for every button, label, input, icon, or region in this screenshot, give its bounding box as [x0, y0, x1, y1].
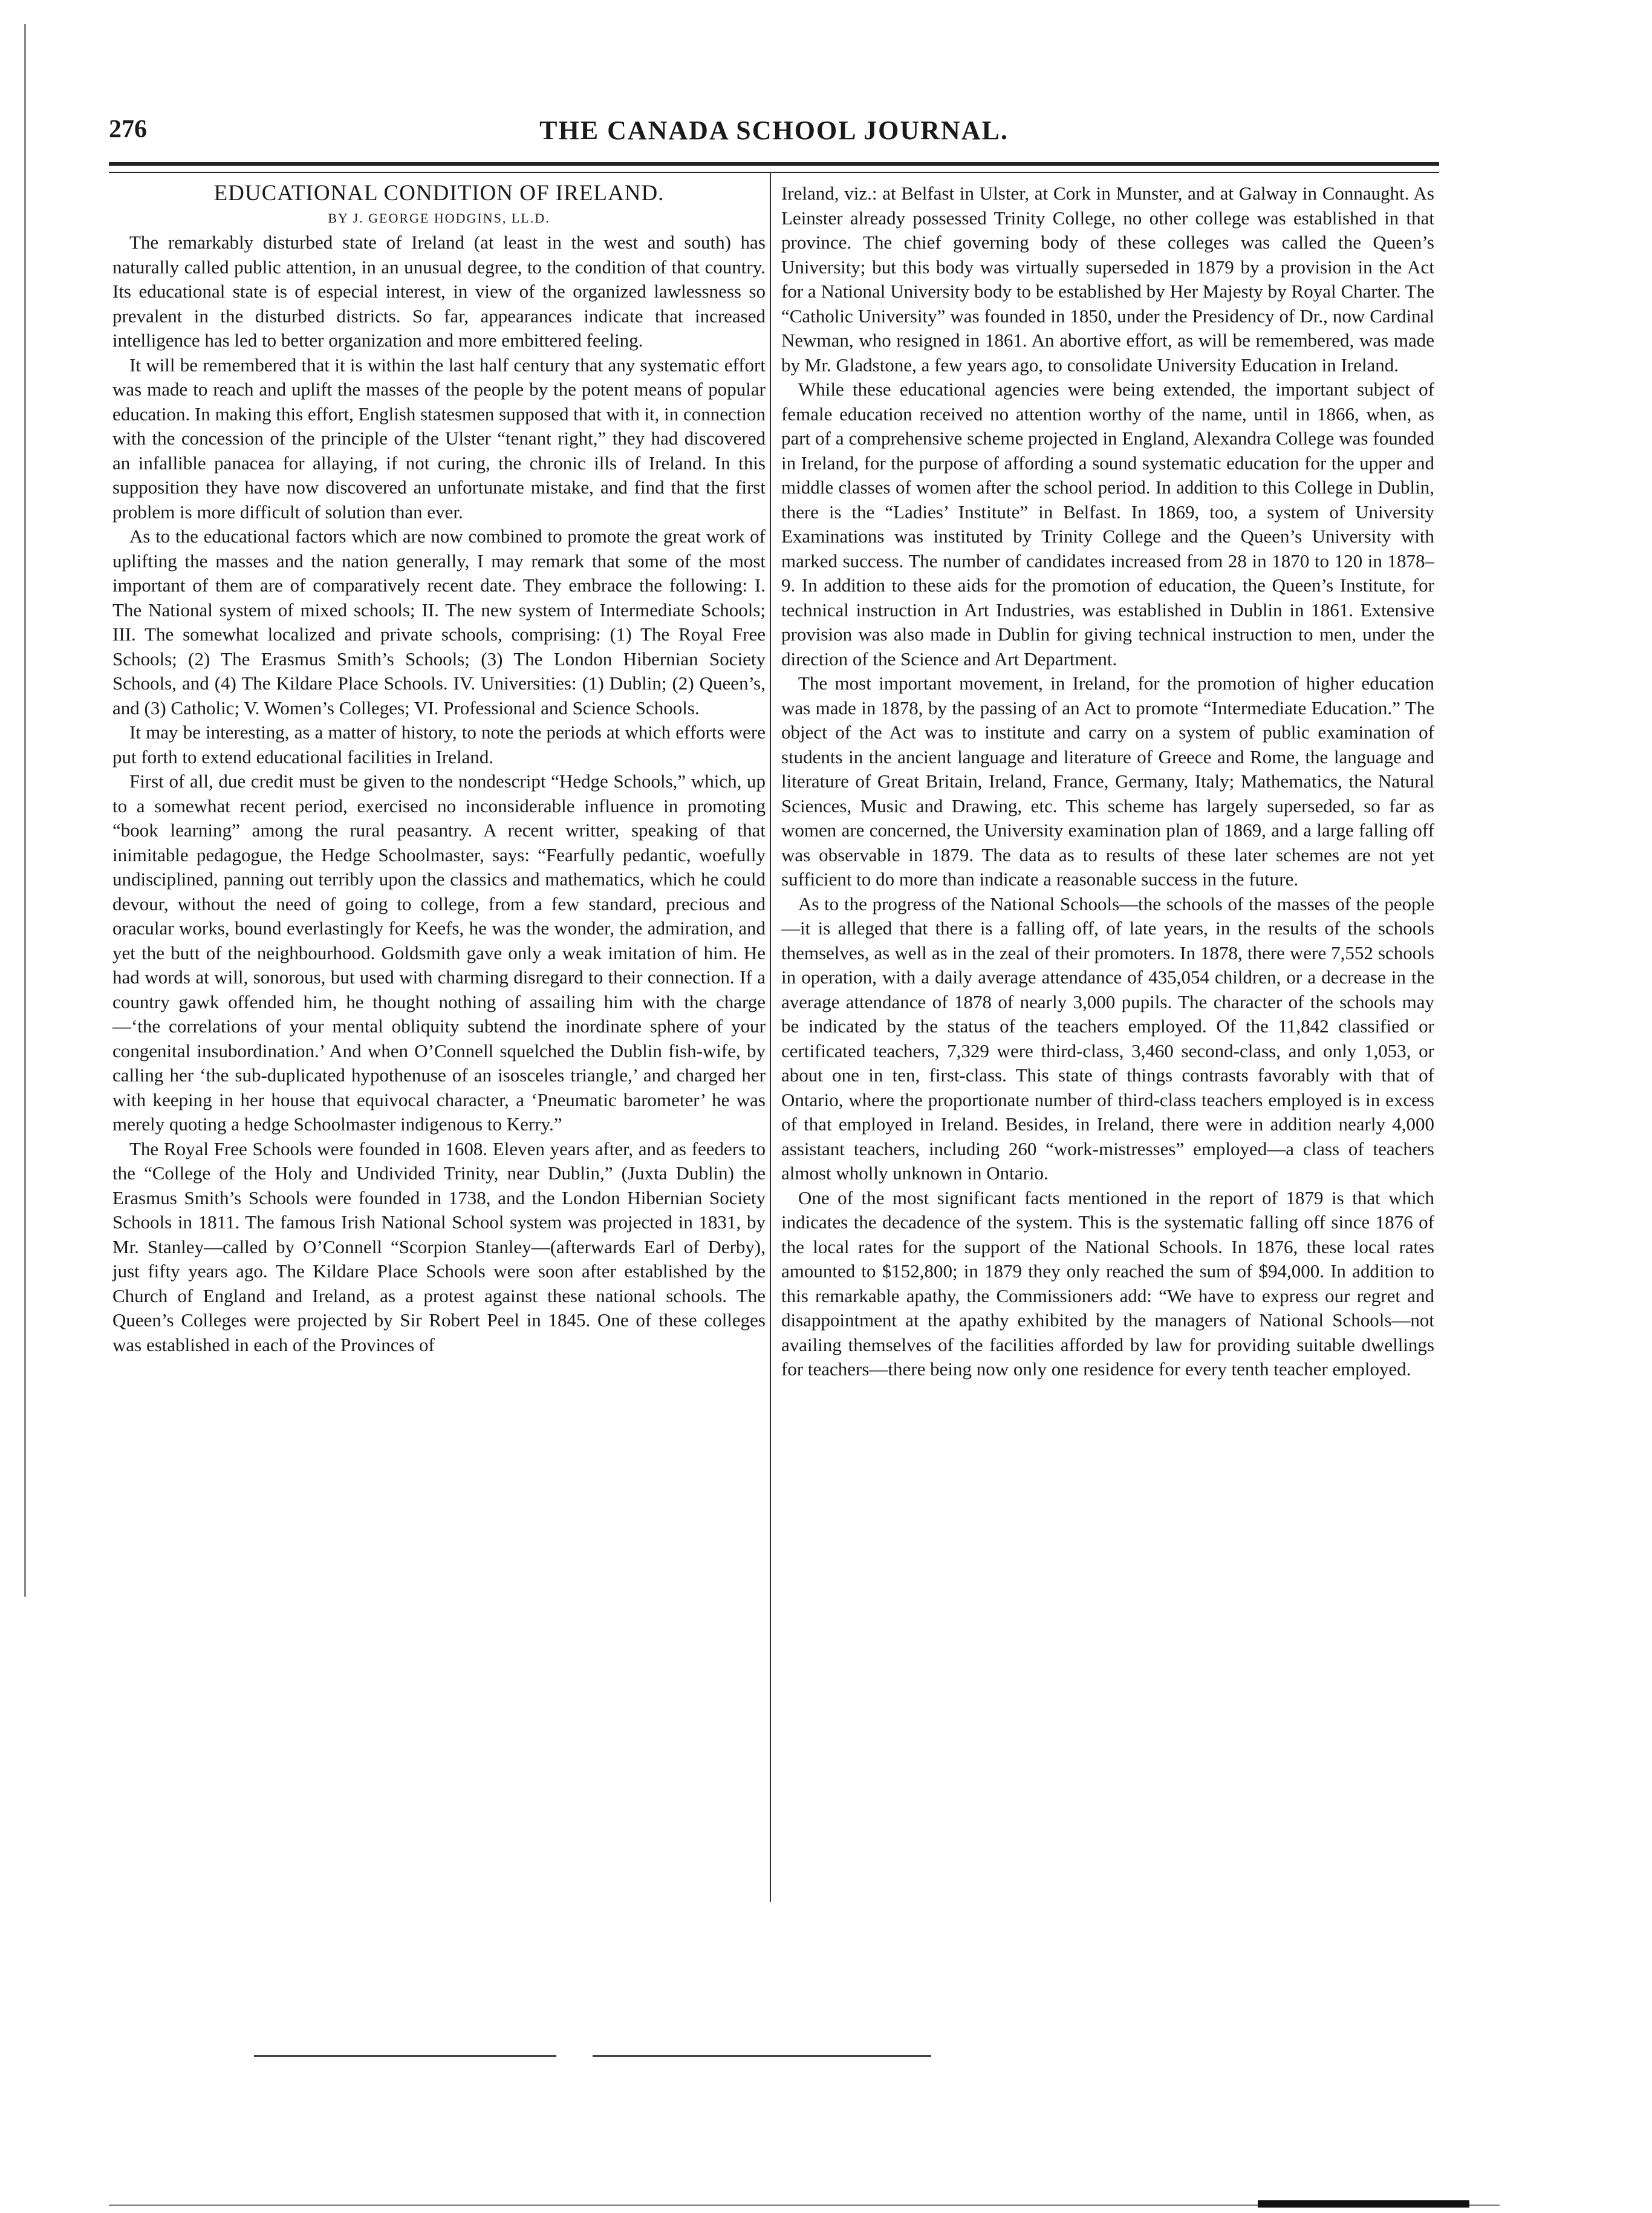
footer-rule — [593, 2055, 931, 2057]
right-column — [781, 181, 1434, 1382]
left-column — [112, 181, 766, 1357]
scan-edge-mark — [24, 24, 26, 1597]
paragraph: It will be remembered that it is within the last half century that any systematic effort was made to reach and uplift the masses of the people by the potent means of popular education. In making this effort, English statesmen supposed that with it, in connection with the concession of the principle of the Ulster “tenant right,” they had discovered an infallible panacea for allaying, if not curing, the chronic ills of Ireland. In this supposition they have now discovered an unfortunate mistake, and find that the first problem is more difficult of solution than ever. — [112, 354, 766, 523]
paragraph: Ireland, viz.: at Belfast in Ulster, at Cork in Munster, and at Galway in Connaught. As Leinster already possessed Trinity College, no other college was established in that province. The chief governing body of these colleges was called the Queen’s University; but this body was virtually superseded in 1879 by a provision in the Act for a National University body to be established by Her Majesty by Royal Charter. The “Catholic University” was founded in 1850, under the Presidency of Dr., now Cardinal Newman, who resigned in 1861. An abortive effort, as will be remembered, was made by Mr. Gladstone, a few years ago, to consolidate University Education in Ireland. — [781, 183, 1434, 376]
article-title: EDUCATIONAL CONDITION OF IRELAND. — [213, 181, 665, 206]
paragraph: As to the educational factors which are now combined to promote the great work of uplifting the masses and the nation generally, I may remark that some of the most important of them are of comparatively recent date. They embrace the following: I. The National system of mixed schools; II. The new system of Intermediate Schools; III. The somewhat localized and private schools, comprising: (1) The Royal Free Schools; (2) The Erasmus Smith’s Schools; (3) The London Hibernian Society Schools, and (4) The Kildare Place Schools. IV. Universities: (1) Dublin; (2) Queen’s, and (3) Catholic; V. Women’s Colleges; VI. Professional and Science Schools. — [112, 526, 766, 719]
paragraph: One of the most significant facts mentioned in the report of 1879 is that which indicates the decadence of the system. This is the systematic falling off since 1876 of the local rates for the support of the National Schools. In 1876, these local rates amounted to $152,800; in 1879 they only reached the sum of $94,000. In addition to this remarkable apathy, the Commissioners add: “We have to express our regret and disappointment at the apathy exhibited by the managers of National Schools—not availing themselves of the facilities afforded by law for providing suitable dwellings for teachers—there being now only one residence for every tenth teacher employed. — [781, 1187, 1434, 1380]
header-rule-thick — [109, 162, 1439, 166]
paragraph: It may be interesting, as a matter of history, to note the periods at which efforts were put forth to extend educational facilities in Ireland. — [112, 722, 766, 768]
paragraph: First of all, due credit must be given to the nondescript “Hedge Schools,” which, up to a somewhat recent period, exercised no inconsiderable influence in promoting “book learning” among the rural peasantry. A recent writter, speaking of that inimitable pedagogue, the Hedge Schoolmaster, says: “Fearfully pedantic, woefully undisciplined, panning out terribly upon the classics and mathematics, which he could devour, without the need of going to college, from a few standard, precious and oracular works, bound everlastingly for Keefs, he was the wonder, the admiration, and yet the butt of the neighbourhood. Goldsmith gave only a weak imitation of him. He had words at will, sonorous, but used with charming disregard to their connection. If a country gawk offended him, he thought nothing of assailing him with the charge —‘the correlations of your mental obliquity subtend the inordinate sphere of your congenital insubordination.’ And when O’Connell squelched the Dublin fish-wife, by calling her ‘the sub-duplicated hypothenuse of an isosceles triangle,’ and charged her with keeping in her house that equivocal character, a ‘Pneumatic barometer’ he was merely quoting a hedge Schoolmaster indigenous to Kerry.” — [112, 771, 766, 1135]
paragraph: While these educational agencies were being extended, the important subject of female education received no attention worthy of the name, until in 1866, when, as part of a comprehensive scheme projected in England, Alexandra College was founded in Ireland, for the purpose of affording a sound systematic education for the upper and middle classes of women after the school period. In addition to this College in Dublin, there is the “Ladies’ Institute” in Belfast. In 1869, too, a system of University Examinations was instituted by Trinity College and the Queen’s University with marked success. The number of candidates increased from 28 in 1870 to 120 in 1878–9. In addition to these aids for the promotion of education, the Queen’s Institute, for technical instruction in Art Industries, was established in Dublin in 1861. Extensive provision was also made in Dublin for giving technical instruction to men, under the direction of the Science and Art Department. — [781, 379, 1434, 670]
journal-title: THE CANADA SCHOOL JOURNAL. — [539, 116, 1009, 145]
page-header — [109, 109, 1439, 163]
paragraph: As to the progress of the National Schools—the schools of the masses of the people—it is alleged that there is a falling off, of late years, in the results of the schools themselves, as well as in the zeal of their promoters. In 1878, there were 7,552 schools in operation, with a daily average attendance of 435,054 children, or a decrease in the average attendance of 1878 of nearly 3,000 pupils. The character of the schools may be indicated by the status of the teachers employed. Of the 11,842 classified or certificated teachers, 7,329 were third-class, 3,460 second-class, and only 1,053, or about one in ten, first-class. This state of things contrasts favorably with that of Ontario, where the proportionate number of third-class teachers employed is in excess of that employed in Ireland. Besides, in Ireland, there were in addition nearly 4,000 assistant teachers, including 260 “work-mistresses” employed—a class of teachers almost wholly unknown in Ontario. — [781, 893, 1434, 1184]
paragraph: The remarkably disturbed state of Ireland (at least in the west and south) has naturally called public attention, in an unusual degree, to the condition of that country. Its educational state is of especial interest, in view of the organized lawlessness so prevalent in the disturbed districts. So far, appearances indicate that increased intelligence has led to better organization and more embittered feeling. — [112, 232, 766, 351]
paragraph: The Royal Free Schools were founded in 1608. Eleven years after, and as feeders to the “College of the Holy and Undivided Trinity, near Dublin,” (Juxta Dublin) the Erasmus Smith’s Schools were founded in 1738, and the London Hibernian Society Schools in 1811. The famous Irish National School system was projected in 1831, by Mr. Stanley—called by O’Connell “Scorpion Stanley—(afterwards Earl of Derby), just fifty years ago. The Kildare Place Schools were soon after established by the Church of England and Ireland, as a protest against these national schools. The Queen’s Colleges were projected by Sir Robert Peel in 1845. One of these colleges was established in each of the Provinces of — [112, 1138, 766, 1355]
footer-rule — [254, 2055, 556, 2057]
paragraph: The most important movement, in Ireland, for the promotion of higher education was made in 1878, by the passing of an Act to promote “Intermediate Education.” The object of the Act was to institute and carry on a system of public examination of students in the ancient language and literature of Greece and Rome, the language and literature of Great Britain, Ireland, France, Germany, Italy; Mathematics, the Natural Sciences, Music and Drawing, etc. This scheme has largely superseded, so far as women are concerned, the University examination plan of 1869, and a large falling off was observable in 1879. The data as to results of these later schemes are not yet sufficient to do more than indicate a reasonable success in the future. — [781, 673, 1434, 890]
page-number: 276 — [109, 116, 147, 143]
column-divider — [770, 172, 771, 1902]
bottom-bar — [1258, 2200, 1469, 2208]
header-rule-thin — [109, 172, 1439, 173]
article-byline: BY J. GEORGE HODGINS, LL.D. — [328, 210, 550, 226]
